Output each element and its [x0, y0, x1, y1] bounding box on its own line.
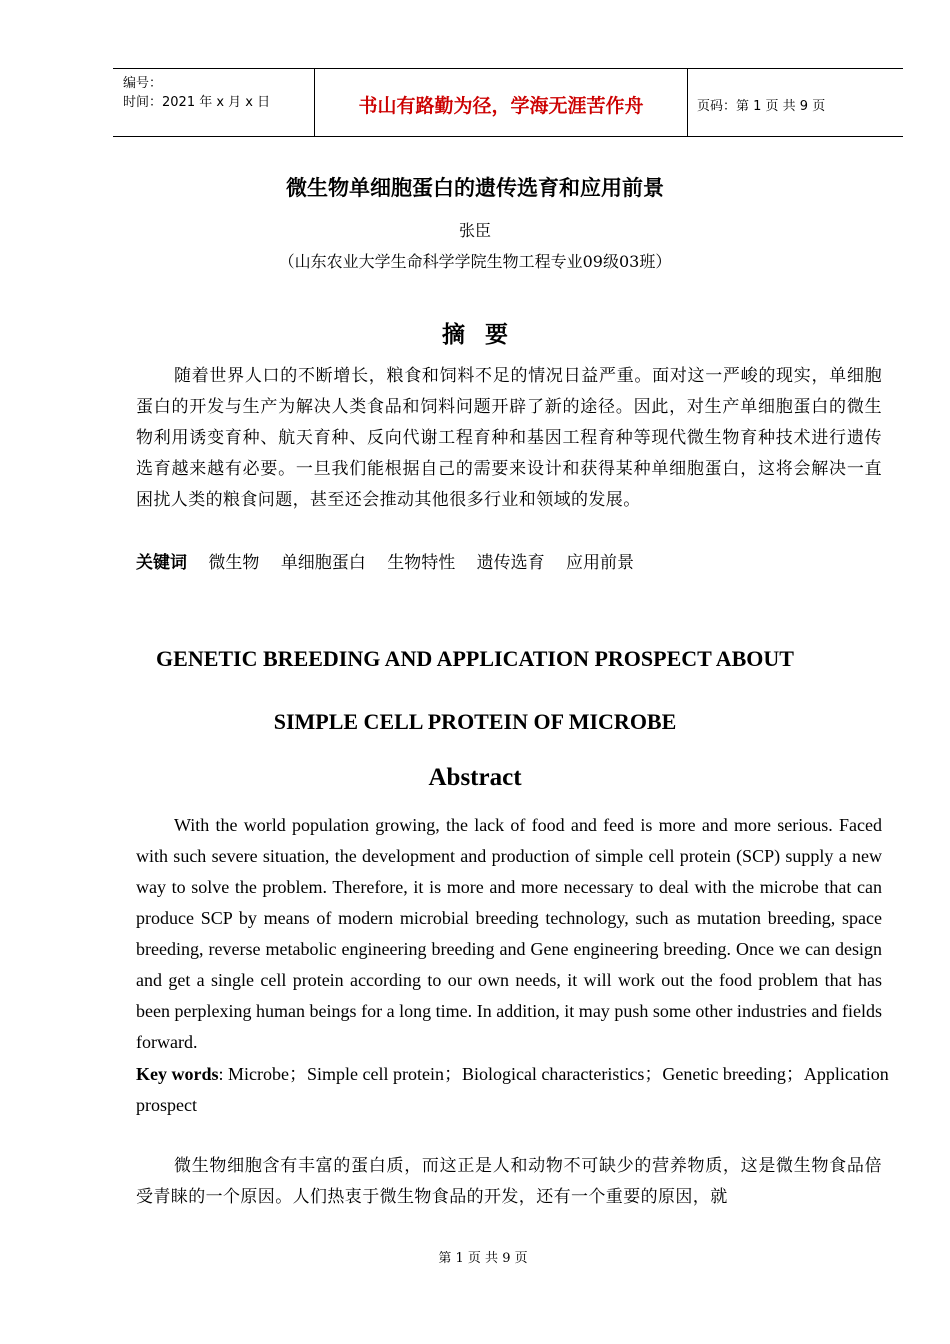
header-page-number: 页码：第 1 页 共 9 页	[697, 99, 826, 114]
keyword-item: 应用前景	[566, 553, 635, 573]
paper-affiliation: （山东农业大学生命科学学院生物工程专业09级03班）	[278, 252, 672, 271]
paper-author: 张臣	[458, 221, 491, 240]
paper-title: 微生物单细胞蛋白的遗传选育和应用前景	[286, 176, 664, 200]
english-title-line2: SIMPLE CELL PROTEIN OF MICROBE	[273, 709, 677, 734]
header-meta-cell	[113, 69, 315, 136]
document-time: 时间：2021 年 x 月 x 日	[123, 95, 271, 110]
document-number: 编号：	[123, 76, 163, 91]
keywords-en	[136, 1059, 896, 1121]
keywords-cn	[136, 548, 650, 573]
header-motto: 书山有路勤为径，学海无涯苦作舟	[358, 95, 644, 117]
body-intro-paragraph: 微生物细胞含有丰富的蛋白质，而这正是人和动物不可缺少的营养物质，这是微生物食品倍受青睐的一个原因。人们热衷于微生物食品的开发，还有一个重要的原因，就	[136, 1156, 882, 1207]
keyword-item: 遗传选育	[476, 553, 545, 573]
keyword-item: 生物特性	[387, 553, 456, 573]
header-page-cell	[688, 69, 903, 136]
abstract-en-heading: Abstract	[428, 764, 522, 791]
abstract-en-body: With the world population growing, the lack of food and feed is more and more serious. Faced with such severe situation, the development and production of simple cell protein (SCP) supply a new way to solve the problem. Therefore, it is more and more necessary to deal with the microbe that can produce SCP by means of modern microbial breeding technology, such as mutation breeding, space breeding, reverse metabolic engineering breeding and Gene engineering breeding. Once we can design and get a single cell protein according to our own needs, it will work out the food problem that has been perplexing human beings for a long time. In addition, it may push some other industries and fields forward.	[136, 815, 882, 1052]
keywords-en-label: Key words	[136, 1064, 219, 1084]
page-footer: 第 1 页 共 9 页	[438, 1251, 528, 1266]
keyword-item: 单细胞蛋白	[280, 553, 366, 573]
keywords-en-text: : Microbe；Simple cell protein；Biological characteristics；Genetic breeding；Application prospect	[136, 1064, 889, 1115]
keywords-cn-label: 关键词	[136, 553, 187, 573]
abstract-cn-heading: 摘要	[442, 322, 528, 348]
header-table	[113, 68, 903, 137]
abstract-cn-body: 随着世界人口的不断增长，粮食和饲料不足的情况日益严重。面对这一严峻的现实，单细胞蛋白的开发与生产为解决人类食品和饲料问题开辟了新的途径。因此，对生产单细胞蛋白的微生物利用诱变育种、航天育种、反向代谢工程育种和基因工程育种等现代微生物育种技术进行遗传选育越来越有必要。一旦我们能根据自己的需要来设计和获得某种单细胞蛋白，这将会解决一直困扰人类的粮食问题，甚至还会推动其他很多行业和领域的发展。	[136, 366, 882, 510]
header-motto-cell	[315, 69, 688, 136]
english-title-line1: GENETIC BREEDING AND APPLICATION PROSPECT ABOUT	[156, 646, 794, 671]
keyword-item: 微生物	[208, 553, 260, 573]
